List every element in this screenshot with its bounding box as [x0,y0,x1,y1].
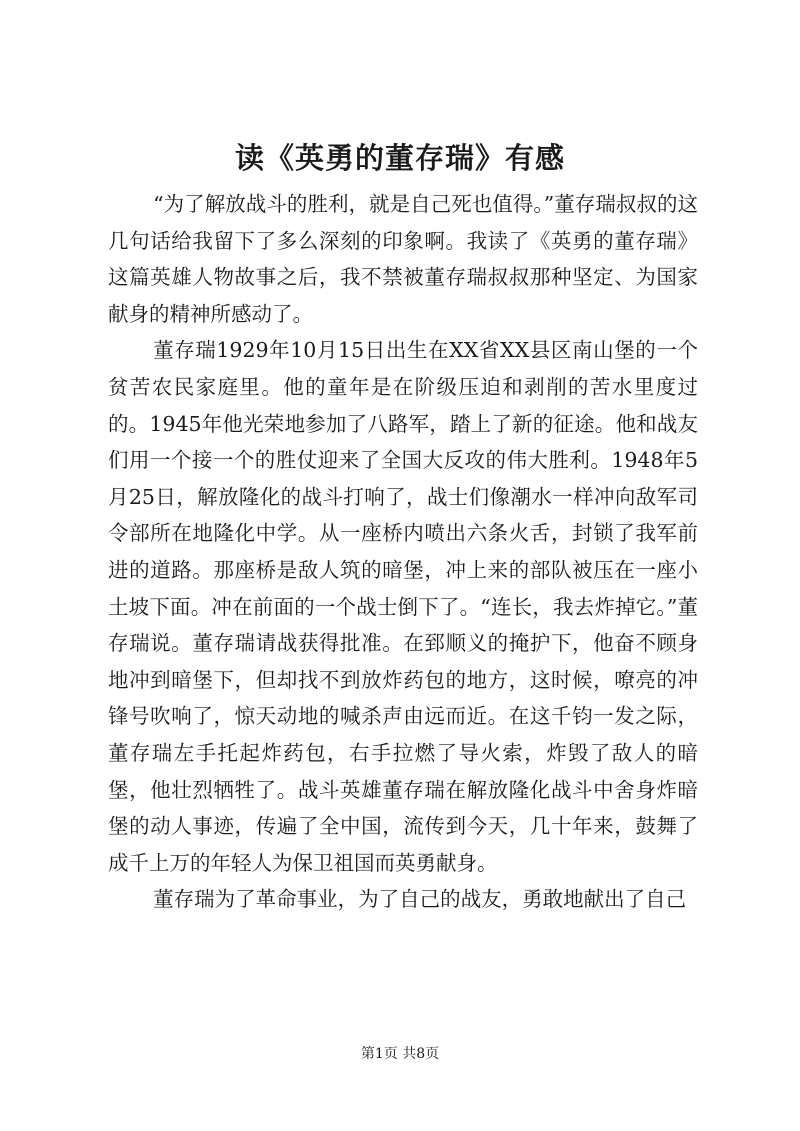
paragraph-3: 董存瑞为了革命事业，为了自己的战友，勇敢地献出了自己 [153,887,687,912]
paragraph-1: “为了解放战斗的胜利，就是自己死也值得。”董存瑞叔叔的这几句话给我留下了多么深刻的印象啊。我读了《英勇的董存瑞》这篇英雄人物故事之后，我不禁被董存瑞叔叔那种坚定、为国家献身的精神所感动了。 [108,192,698,326]
page-footer: 第1页 共8页 [360,1046,440,1062]
page-title: 读《英勇的董存瑞》有感 [234,141,565,175]
paragraph-2: 董存瑞1929年10月15日出生在XX省XX县区南山堡的一个贫苦农民家庭里。他的童年是在阶级压迫和剥削的苦水里度过的。1945年他光荣地参加了八路军，踏上了新的征途。他和战友们用一个接一个的胜仗迎来了全国大反攻的伟大胜利。1948年5月25日，解放隆化的战斗打响了，战士们像潮水一样冲向敌军司令部所在地隆化中学。从一座桥内喷出六条火舌，封锁了我军前进的道路。那座桥是敌人筑的暗堡，冲上来的部队被压在一座小土坡下面。冲在前面的一个战士倒下了。“连长，我去炸掉它。”董存瑞说。董存瑞请战获得批准。在郅顺义的掩护下，他奋不顾身地冲到暗堡下，但却找不到放炸药包的地方，这时候，嘹亮的冲锋号吹响了，惊天动地的喊杀声由远而近。在这千钧一发之际，董存瑞左手托起炸药包，右手拉燃了导火索，炸毁了敌人的暗堡，他壮烈牺牲了。战斗英雄董存瑞在解放隆化战斗中舍身炸暗堡的动人事迹，传遍了全中国，流传到今天，几十年来，鼓舞了成千上万的年轻人为保卫祖国而英勇献身。 [108,338,698,875]
article-body [108,186,698,918]
